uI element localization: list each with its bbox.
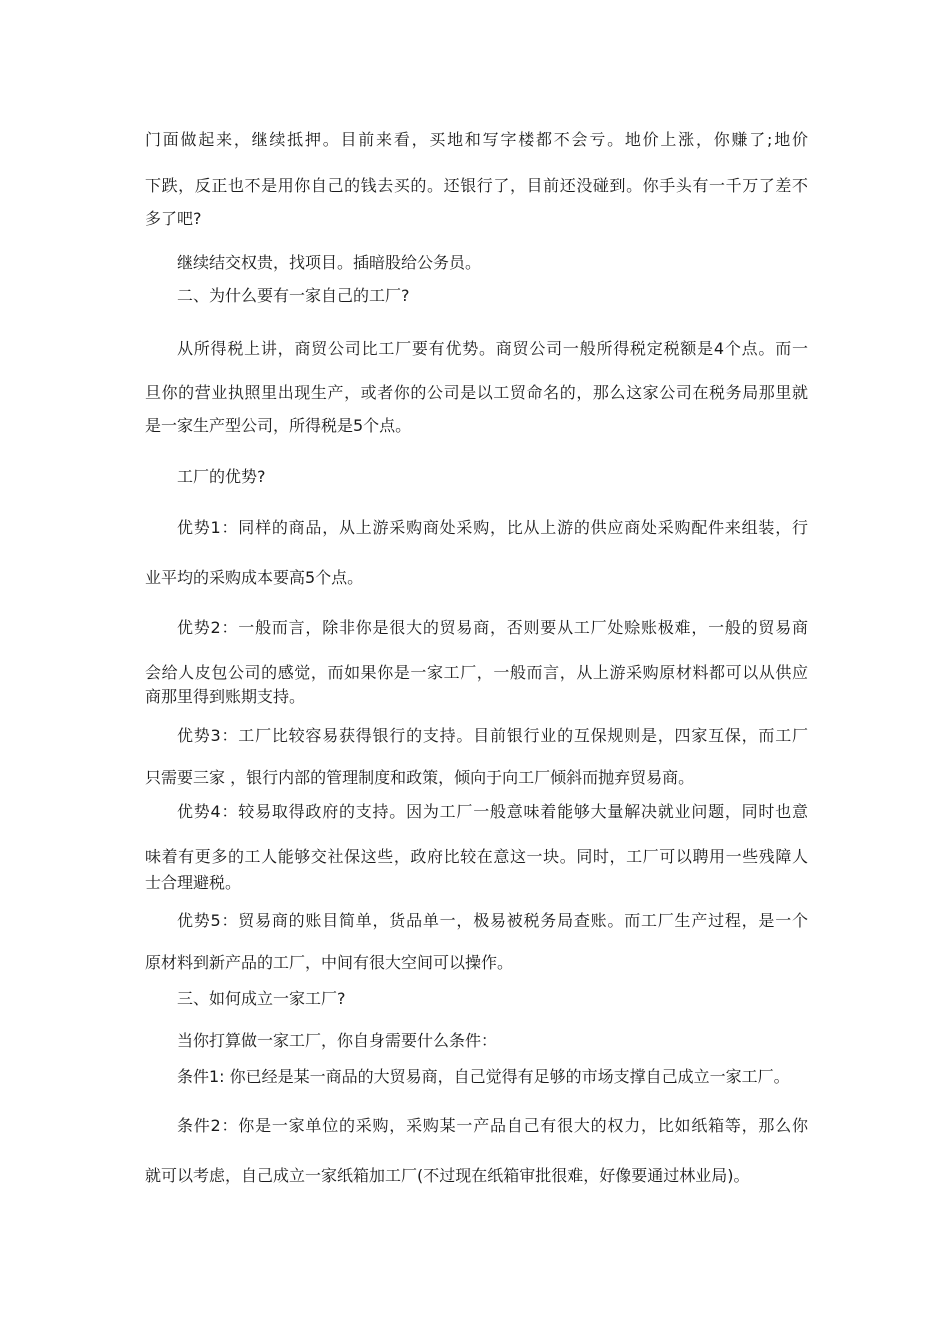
section-heading: 二、为什么要有一家自己的工厂? <box>177 286 410 305</box>
paragraph-line: 优势3：工厂比较容易获得银行的支持。目前银行业的互保规则是，四家互保，而工厂 <box>177 726 808 745</box>
section-heading: 三、如何成立一家工厂? <box>177 989 346 1008</box>
paragraph-line: 味着有更多的工人能够交社保这些，政府比较在意这一块。同时，工厂可以聘用一些残障人 <box>145 847 808 866</box>
paragraph-line: 多了吧? <box>145 209 202 228</box>
paragraph-line: 会给人皮包公司的感觉，而如果你是一家工厂，一般而言，从上游采购原材料都可以从供应 <box>145 663 808 682</box>
paragraph-line: 旦你的营业执照里出现生产，或者你的公司是以工贸命名的，那么这家公司在税务局那里就 <box>145 383 808 402</box>
paragraph-line: 优势1：同样的商品，从上游采购商处采购，比从上游的供应商处采购配件来组装，行 <box>177 518 808 537</box>
paragraph-line: 商那里得到账期支持。 <box>145 687 306 706</box>
paragraph-line: 业平均的采购成本要高5个点。 <box>145 568 364 587</box>
paragraph-line: 从所得税上讲，商贸公司比工厂要有优势。商贸公司一般所得税定税额是4个点。而一 <box>177 339 808 358</box>
paragraph-line: 门面做起来，继续抵押。目前来看，买地和写字楼都不会亏。地价上涨，你赚了;地价 <box>145 130 808 149</box>
paragraph-line: 就可以考虑，自己成立一家纸箱加工厂(不过现在纸箱审批很难，好像要通过林业局)。 <box>145 1166 750 1185</box>
paragraph-line: 原材料到新产品的工厂，中间有很大空间可以操作。 <box>145 953 514 972</box>
paragraph-line: 优势5：贸易商的账目简单，货品单一，极易被税务局查账。而工厂生产过程，是一个 <box>177 911 808 930</box>
paragraph-line: 士合理避税。 <box>145 873 242 892</box>
paragraph-line: 条件1: 你已经是某一商品的大贸易商，自己觉得有足够的市场支撑自己成立一家工厂。 <box>177 1067 790 1086</box>
paragraph-line: 当你打算做一家工厂，你自身需要什么条件： <box>177 1031 498 1050</box>
paragraph-line: 只需要三家 ，银行内部的管理制度和政策，倾向于向工厂倾斜而抛弃贸易商。 <box>145 768 695 787</box>
paragraph-line: 优势2：一般而言，除非你是很大的贸易商，否则要从工厂处赊账极难，一般的贸易商 <box>177 618 808 637</box>
paragraph-line: 下跌，反正也不是用你自己的钱去买的。还银行了，目前还没碰到。你手头有一千万了差不 <box>145 176 808 195</box>
paragraph-line: 是一家生产型公司，所得税是5个点。 <box>145 416 412 435</box>
paragraph-line: 条件2：你是一家单位的采购，采购某一产品自己有很大的权力，比如纸箱等，那么你 <box>177 1116 808 1135</box>
subheading: 工厂的优势? <box>177 467 266 486</box>
paragraph-line: 优势4：较易取得政府的支持。因为工厂一般意味着能够大量解决就业问题，同时也意 <box>177 802 808 821</box>
paragraph-line: 继续结交权贵，找项目。插暗股给公务员。 <box>177 253 482 272</box>
